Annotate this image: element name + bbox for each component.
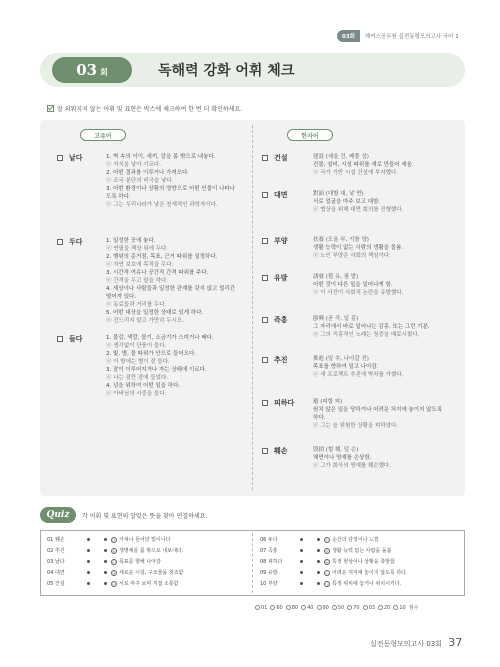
page-title: 독해력 강화 어휘 체크 xyxy=(158,63,295,79)
review-checkbox[interactable] xyxy=(262,317,268,323)
quiz-item xyxy=(47,568,247,577)
hanja-reading: 建設 (세울 건, 베풀 설) xyxy=(313,154,369,160)
score-label: 90 xyxy=(322,604,329,611)
definition-line: 체면이나 명예를 손상함. xyxy=(313,455,372,461)
example-sentence: ⓔ 그의 즉흥적인 노래는 청중을 매료시켰다. xyxy=(313,332,420,338)
footer xyxy=(370,636,462,649)
definition-line: 그 자리에서 바로 일어나는 감흥. 또는 그런 기분. xyxy=(313,324,430,330)
example-sentence: ⓔ 그는 늘 위험한 상황을 피하였다. xyxy=(313,423,399,429)
round-number: 03 xyxy=(76,61,98,79)
definition-line: 도록 하다. xyxy=(106,194,131,200)
vocab-word-text: 두다 xyxy=(69,238,83,246)
connect-dot[interactable] xyxy=(87,549,90,552)
example-sentence: ⓔ 자연 보호에 목적을 두다. xyxy=(106,262,174,268)
connect-dot[interactable] xyxy=(104,582,107,585)
definition-line: 2. 어떤 결과를 이루거나 가져오다. xyxy=(106,170,190,176)
connect-dot[interactable] xyxy=(87,560,90,563)
connect-dot[interactable] xyxy=(87,582,90,585)
example-sentence: ⓔ 새 프로젝트 추진에 박차를 가했다. xyxy=(313,372,404,378)
example-sentence: ⓔ 협상을 위해 대면 회의를 진행했다. xyxy=(313,207,404,213)
connect-dot[interactable] xyxy=(317,538,320,541)
vocab-word xyxy=(57,237,83,247)
hanja-reading: 對面 (대할 대, 낯 면) xyxy=(313,191,364,197)
quiz-term: 06 두다 xyxy=(260,537,278,543)
score-label: 20 xyxy=(384,604,391,611)
choice-letter: ⓑ xyxy=(112,548,116,554)
definition-line: 3. 어떤 환경이나 상황의 영향으로 어떤 인물이 나타나 xyxy=(106,186,236,192)
score-label: 점수 xyxy=(408,605,419,611)
vocab-definitions xyxy=(313,153,461,177)
vocab-word-text: 유발 xyxy=(274,274,288,282)
review-checkbox[interactable] xyxy=(262,192,268,198)
vocab-word-text: 피하다 xyxy=(274,399,295,407)
score-circle-icon xyxy=(301,605,306,610)
vocab-word xyxy=(262,153,288,163)
review-checkbox[interactable] xyxy=(57,239,63,245)
definition-line: 하다. xyxy=(313,415,326,421)
vocab-word-text: 대면 xyxy=(274,191,288,199)
score-option[interactable] xyxy=(317,605,329,611)
choice-definition: 가져나 들어앉 빛이나다 xyxy=(119,537,171,543)
definition-line: 4. 넘을 위하여 어떤 일을 하다. xyxy=(106,383,181,389)
vocab-word xyxy=(262,315,288,325)
example-sentence: ⓔ 국가 기반 시설 건설에 투자했다. xyxy=(313,170,399,176)
vocab-definitions xyxy=(313,315,461,339)
vocab-definitions xyxy=(313,273,461,297)
connect-dot[interactable] xyxy=(104,571,107,574)
definition-line: 서로 얼굴을 마주 보고 대함. xyxy=(313,199,381,205)
vocab-definitions xyxy=(313,446,461,470)
score-option[interactable] xyxy=(286,605,298,611)
definition-line: 3. 잠이 이루어지거나 자는 상태에 이르다. xyxy=(106,367,207,373)
choice-definition: 생명체를 몸 밖으로 내보내다. xyxy=(119,548,184,554)
example-sentence: ⓔ 그가 회사의 명예를 훼손했다. xyxy=(313,463,391,469)
score-label: 10 xyxy=(399,604,406,611)
round-tab-number: 03회 xyxy=(337,30,360,42)
vocab-word-text: 건설 xyxy=(274,154,288,162)
quiz-item xyxy=(47,579,247,588)
connect-dot[interactable] xyxy=(300,560,303,563)
score-circle-icon xyxy=(255,605,260,610)
choice-definition: 새로운 시설, 구조물을 창조함 xyxy=(119,570,184,576)
score-label: 50 xyxy=(337,604,345,611)
quiz-term: 05 건설 xyxy=(47,581,65,587)
definition-line: 생활 능력이 없는 사람의 생활을 돌봄. xyxy=(313,245,404,251)
choice-definition: 서로 마주 보며 직접 소통함 xyxy=(119,581,179,587)
vocab-word-text: 추진 xyxy=(274,356,288,364)
score-option[interactable] xyxy=(409,604,419,611)
definition-line: 3. 시간적 여유나 공간적 간격 따위를 주다. xyxy=(106,270,209,276)
vocab-definitions xyxy=(106,237,248,325)
definition-line: 4. 세상이나 사람들과 일정한 관계를 갖지 않고 멀리간 xyxy=(106,286,236,292)
definition-line: 5. 어떤 대상을 일정한 상태로 있게 하다. xyxy=(106,310,204,316)
score-circle-icon xyxy=(332,605,337,610)
score-circle-icon xyxy=(393,605,398,610)
quiz-term: 10 부양 xyxy=(260,581,278,587)
quiz-item xyxy=(260,579,460,588)
choice-definition: 목표를 향해 나아감 xyxy=(119,559,161,565)
example-sentence: ⓔ 그는 우리나라가 낳은 천재적인 과학자이다. xyxy=(106,202,218,208)
connect-dot[interactable] xyxy=(300,571,303,574)
quiz-term: 04 대면 xyxy=(47,570,65,576)
quiz-item xyxy=(260,557,460,566)
quiz-term: 07 즉흥 xyxy=(260,548,278,554)
definition-line: 목표를 향하여 밀고 나아감. xyxy=(313,364,379,370)
connect-dot[interactable] xyxy=(104,538,107,541)
connect-dot[interactable] xyxy=(317,549,320,552)
quiz-item xyxy=(47,557,247,566)
choice-definition: 생활 능력 없는 사람을 돌봄 xyxy=(332,548,392,554)
definition-line: 2. 빛, 별, 물 따위가 안으로 들어오다. xyxy=(106,351,197,357)
footer-text: 실전동형모의고사 03회 xyxy=(370,640,442,648)
vocab-definitions xyxy=(313,355,461,379)
sino-words-label: 한자어 xyxy=(287,129,333,141)
quiz-term: 02 추진 xyxy=(47,548,65,554)
score-circle-icon xyxy=(378,605,383,610)
example-sentence: ⓔ 이 방에는 별이 잘 들다. xyxy=(106,359,170,365)
review-checkbox[interactable] xyxy=(57,155,63,161)
vocab-definitions xyxy=(106,334,248,398)
hanja-reading: 誘發 (꾈 유, 필 발) xyxy=(313,274,359,280)
score-label: 70 xyxy=(353,604,360,611)
score-option[interactable] xyxy=(378,605,390,611)
vocab-definitions xyxy=(313,398,461,430)
score-option[interactable] xyxy=(255,605,267,611)
choice-definition: 특정 현상이나 상황을 촉발함 xyxy=(332,559,395,565)
choice-letter: ⓒ xyxy=(112,559,116,565)
vocab-word xyxy=(262,355,288,365)
quiz-item xyxy=(47,535,247,544)
example-sentence: ⓔ 간격을 두고 말을 하다. xyxy=(106,278,169,284)
vocab-word-text: 들다 xyxy=(69,335,83,343)
example-sentence: ⓔ 연필을 책상 위에 두다. xyxy=(106,246,169,252)
page-number: 37 xyxy=(448,636,463,649)
review-checkbox[interactable] xyxy=(57,336,63,342)
review-checkbox[interactable] xyxy=(262,275,268,281)
definition-line: 1. 물감, 색깔, 물기, 소금기가 스미거나 배다. xyxy=(106,335,214,341)
panel-divider xyxy=(252,125,253,490)
score-option[interactable] xyxy=(393,605,405,611)
round-suffix: 회 xyxy=(100,67,108,77)
example-sentence: ⓔ 이 사건이 사회적 논란을 유발했다. xyxy=(313,290,404,296)
definition-line: 건물, 설비, 시설 따위를 새로 만들어 세움. xyxy=(313,162,414,168)
score-circle-icon xyxy=(363,605,368,610)
score-circle-icon xyxy=(347,605,352,610)
vocab-word xyxy=(262,446,288,456)
example-sentence: ⓔ 아버님의 시중을 들다. xyxy=(106,391,167,397)
score-label: 80 xyxy=(291,604,299,611)
example-sentence: ⓔ 동료들과 거리를 두다. xyxy=(106,302,167,308)
native-words-label: 고유어 xyxy=(80,129,126,141)
choice-letter: ⓘ xyxy=(325,570,329,576)
definition-line: 원치 않은 일을 당하거나 어려운 처지에 놓이지 않도록 xyxy=(313,407,443,413)
vocab-word-text: 부양 xyxy=(274,237,288,245)
instruction xyxy=(47,104,242,113)
choice-definition: 순간의 감정이나 느낌 xyxy=(332,537,379,543)
connect-dot[interactable] xyxy=(300,549,303,552)
hanja-reading: 卽興 (곧 즉, 일 흥) xyxy=(313,316,359,322)
checkbox-check-icon xyxy=(47,105,54,112)
quiz-instruction: 각 어휘 및 표현의 알맞은 뜻을 찾아 연결하세요. xyxy=(82,513,208,520)
connect-dot[interactable] xyxy=(104,560,107,563)
example-sentence: ⓔ 조국 분단의 비극을 낳다. xyxy=(106,178,174,184)
hanja-reading: 推進 (밀 추, 나아갈 진) xyxy=(313,356,369,362)
vocab-word-text: 즉흥 xyxy=(274,316,288,324)
score-option[interactable] xyxy=(270,605,282,611)
quiz-item xyxy=(47,546,247,555)
score-option[interactable] xyxy=(332,605,344,611)
quiz-item xyxy=(260,535,460,544)
round-badge xyxy=(52,57,132,83)
quiz-term: 09 유발 xyxy=(260,570,278,576)
quiz-term: 08 피하다 xyxy=(260,559,283,565)
vocab-definitions xyxy=(313,236,461,260)
quiz-item xyxy=(260,568,460,577)
hanja-reading: 毁損 (헐 훼, 덜 손) xyxy=(313,447,359,453)
connect-dot[interactable] xyxy=(317,571,320,574)
connect-dot[interactable] xyxy=(317,560,320,563)
hanja-reading: 扶養 (도울 부, 기를 양) xyxy=(313,237,369,243)
hanja-reading: 避 (피할 피) xyxy=(313,399,343,405)
choice-definition: 특정 위치에 놓거나 위치시키다. xyxy=(332,581,402,587)
example-sentence: ⓔ 나는 잠깐 잠에 들었다. xyxy=(106,375,169,381)
instruction-text: 잘 외워지지 않는 어휘 및 표현은 박스에 체크하여 한 번 더 확인하세요. xyxy=(57,106,243,113)
score-option[interactable] xyxy=(363,605,375,611)
quiz-term: 01 훼손 xyxy=(47,537,65,543)
example-sentence: ⓔ 생각없이 단풍이 들다. xyxy=(106,343,167,349)
top-tab xyxy=(337,30,459,42)
choice-letter: ⓖ xyxy=(325,548,329,554)
score-circle-icon xyxy=(286,605,291,610)
quiz-badge: Quiz xyxy=(40,507,76,523)
connect-dot[interactable] xyxy=(300,538,303,541)
review-checkbox[interactable] xyxy=(262,155,268,161)
definition-line: 떨어져 있다. xyxy=(106,294,137,300)
connect-dot[interactable] xyxy=(300,582,303,585)
score-circles xyxy=(255,604,418,611)
score-label: 03 xyxy=(368,604,375,611)
example-sentence: ⓔ 노인 부양은 사회의 책임이다. xyxy=(313,253,391,259)
choice-letter: ⓗ xyxy=(325,559,329,565)
example-sentence: ⓔ 건드리지 말고 가만히 두시오. xyxy=(106,318,184,324)
connect-dot[interactable] xyxy=(87,538,90,541)
vocab-word xyxy=(262,273,288,283)
score-option[interactable] xyxy=(347,605,359,611)
score-circle-icon xyxy=(317,605,322,610)
vocab-word-text: 훼손 xyxy=(274,447,288,455)
vocab-word-text: 낱다 xyxy=(69,154,83,162)
score-label: 01 xyxy=(261,604,268,611)
choice-letter: ⓐ xyxy=(112,537,116,543)
score-label: 40 xyxy=(307,604,314,611)
section-header xyxy=(40,53,465,87)
score-label: 60 xyxy=(276,604,283,611)
definition-line: 2. 행위의 준거점, 목표, 근거 따위를 설정하다. xyxy=(106,254,218,260)
connect-dot[interactable] xyxy=(317,582,320,585)
vocab-definitions xyxy=(313,190,461,214)
vocab-word xyxy=(57,153,83,163)
score-circle-icon xyxy=(270,605,275,610)
quiz-divider xyxy=(252,533,253,593)
vocab-word xyxy=(262,236,288,246)
score-option[interactable] xyxy=(301,605,313,611)
example-sentence: ⓔ 자식을 낳아 기르다. xyxy=(106,162,161,168)
review-checkbox[interactable] xyxy=(262,400,268,406)
vocab-word xyxy=(262,398,294,408)
review-checkbox[interactable] xyxy=(262,357,268,363)
vocab-word xyxy=(262,190,288,200)
choice-letter: ⓔ xyxy=(112,581,116,587)
choice-definition: 어려운 처지에 놓이지 않도록 하다. xyxy=(332,570,408,576)
definition-line: 1. 일정한 곳에 놓다. xyxy=(106,238,156,244)
quiz-term: 03 낱다 xyxy=(47,559,65,565)
choice-letter: ⓕ xyxy=(325,537,329,543)
quiz-item xyxy=(260,546,460,555)
review-checkbox[interactable] xyxy=(262,238,268,244)
definition-line: 어떤 것이 다른 일을 일어나게 함. xyxy=(313,282,393,288)
connect-dot[interactable] xyxy=(87,571,90,574)
choice-letter: ⓙ xyxy=(325,581,329,587)
vocab-word xyxy=(57,334,83,344)
connect-dot[interactable] xyxy=(104,549,107,552)
book-title: 해커스공무원 실전동형모의고사 국어 1 xyxy=(364,34,459,40)
choice-letter: ⓓ xyxy=(112,570,116,576)
definition-line: 1. 벽 속의 이이, 새끼, 알을 몸 밖으로 내놓다. xyxy=(106,154,216,160)
vocab-definitions xyxy=(106,153,248,209)
review-checkbox[interactable] xyxy=(262,448,268,454)
